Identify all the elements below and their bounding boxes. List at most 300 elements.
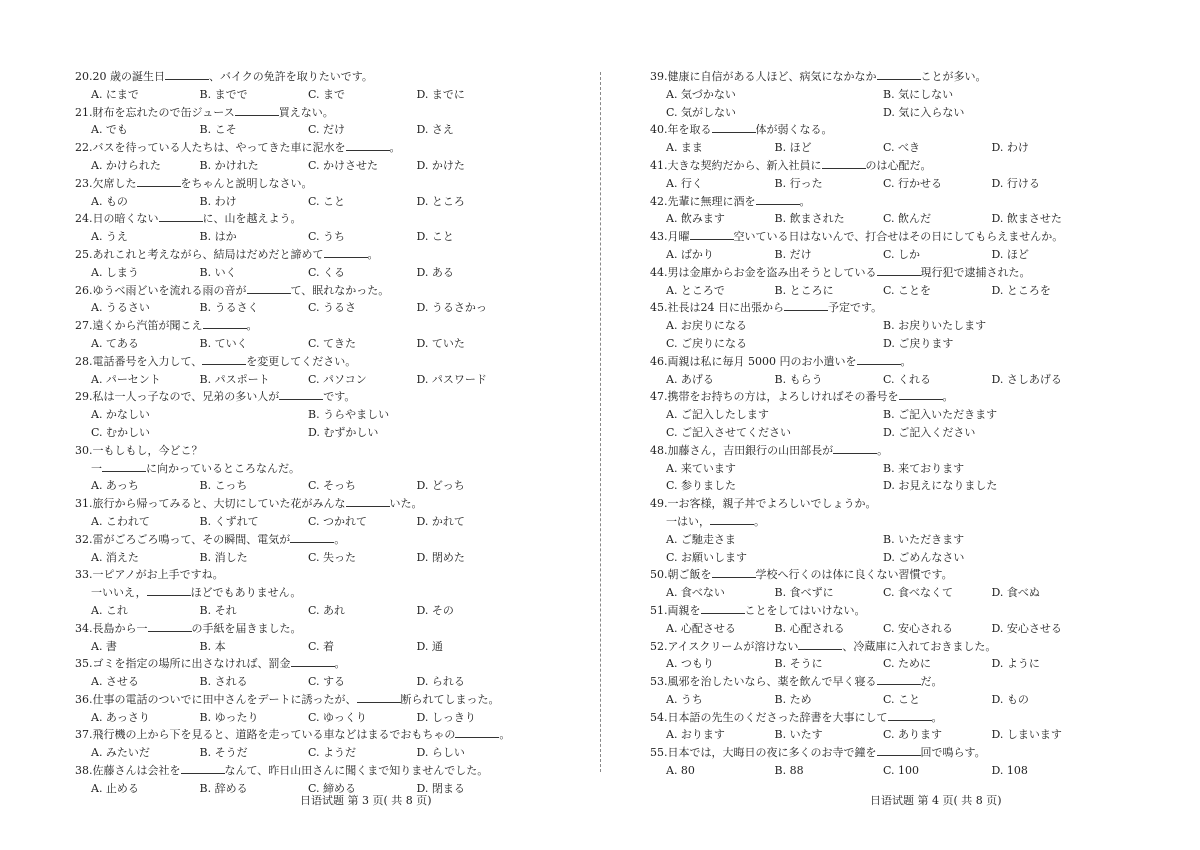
answer-option[interactable]: D. ていた — [416, 336, 465, 350]
question-item — [75, 139, 525, 175]
answer-option[interactable]: B. 消した — [199, 550, 248, 564]
answer-option[interactable]: B. される — [199, 675, 248, 689]
answer-option[interactable]: D. むずかしい — [308, 425, 379, 439]
stem-text: 朝ご飯を — [667, 568, 712, 582]
answer-option[interactable]: B. ゆったり — [199, 710, 259, 724]
answer-option[interactable]: A. 消えた — [91, 550, 139, 564]
question-number: 41. — [650, 158, 668, 172]
answer-blank — [798, 639, 842, 650]
question-number: 49. — [650, 497, 668, 511]
answer-option[interactable]: D. ご戻ります — [883, 336, 954, 350]
stem-text: バスを待っている人たちは、やってきた車に泥水を — [92, 141, 346, 155]
question-stem — [75, 495, 525, 513]
answer-option[interactable]: C. する — [308, 675, 346, 689]
answer-option[interactable]: D. 飲まさせた — [991, 212, 1062, 226]
question-stem — [75, 531, 525, 549]
answer-option[interactable]: D. パスワード — [416, 372, 487, 386]
question-item — [75, 353, 525, 389]
stem-text: ゆうべ雨どいを流れる雨の音が — [92, 283, 247, 297]
question-item — [75, 282, 525, 318]
answer-blank — [822, 158, 866, 169]
answer-option[interactable]: D. ご記入ください — [883, 425, 976, 439]
answer-option[interactable]: A. うえ — [91, 230, 128, 244]
answer-option[interactable]: B. はか — [199, 230, 237, 244]
answer-option[interactable]: B. こそ — [199, 123, 237, 137]
answer-option[interactable]: B. くずれて — [199, 514, 259, 528]
answer-option[interactable]: A. 飲みます — [666, 212, 725, 226]
answer-option[interactable]: D. しっきり — [416, 710, 476, 724]
answer-option[interactable]: C. しか — [883, 247, 921, 261]
answer-option[interactable]: C. ご記入させてください — [666, 425, 792, 439]
question-item — [650, 566, 1100, 602]
options-row — [650, 531, 1100, 549]
options-row — [75, 477, 525, 495]
answer-option[interactable]: B. 来ております — [883, 461, 965, 475]
answer-option[interactable]: C. むかしい — [91, 425, 151, 439]
answer-option[interactable]: C. 参りました — [666, 479, 737, 493]
answer-option[interactable]: B. 気にしない — [883, 87, 954, 101]
question-stem — [650, 638, 1100, 656]
question-stem — [75, 210, 525, 228]
question-number: 32. — [75, 532, 93, 546]
question-stem — [75, 353, 525, 371]
answer-option[interactable]: D. ところを — [991, 283, 1051, 297]
question-item — [75, 655, 525, 691]
options-row — [75, 709, 525, 727]
answer-option[interactable]: A. パーセント — [91, 372, 161, 386]
question-stem — [650, 744, 1100, 762]
answer-option[interactable]: C. あります — [883, 728, 943, 742]
answer-option[interactable]: D. わけ — [991, 141, 1029, 155]
answer-option[interactable]: C. パソコン — [308, 372, 367, 386]
stem-text: 先輩に無理に酒を — [667, 194, 756, 208]
question-item — [75, 442, 525, 495]
answer-option[interactable]: A. 書 — [91, 639, 117, 653]
options-row — [75, 673, 525, 691]
question-stem — [75, 175, 525, 193]
answer-option[interactable]: B. もらう — [774, 372, 823, 386]
answer-option[interactable]: B. そうだ — [199, 746, 248, 760]
answer-option[interactable]: A. でも — [91, 123, 128, 137]
answer-option[interactable]: C. こと — [883, 692, 921, 706]
answer-blank — [690, 229, 734, 240]
stem-text: 体が弱くなる。 — [755, 123, 833, 137]
stem-text: に向かっているところなんだ。 — [146, 461, 300, 475]
answer-option[interactable]: C. こと — [308, 194, 346, 208]
options-row — [650, 620, 1100, 638]
question-stem — [650, 673, 1100, 691]
answer-option[interactable]: D. 108 — [991, 764, 1028, 778]
stem-text: 風邪を治したいなら、薬を飲んで早く寝る — [667, 675, 877, 689]
options-row — [75, 335, 525, 353]
answer-blank — [784, 300, 828, 311]
answer-option[interactable]: B. ていく — [199, 336, 248, 350]
answer-option[interactable]: C. 行かせる — [883, 176, 943, 190]
stem-text: 加藤さん，吉田銀行の山田部長が — [667, 443, 834, 457]
stem-text: 一もしもし，今どこ？ — [92, 443, 203, 457]
answer-option[interactable]: C. 安心される — [883, 621, 954, 635]
question-stem — [650, 353, 1100, 371]
answer-option[interactable]: A. あげる — [666, 372, 714, 386]
question-item — [650, 602, 1100, 638]
answer-option[interactable]: C. くれる — [883, 372, 932, 386]
answer-option[interactable]: A. 来ています — [666, 461, 736, 475]
stem-text: 。 — [389, 141, 401, 155]
answer-blank — [346, 496, 390, 507]
question-item — [75, 104, 525, 140]
stem-text: 一はい， — [666, 514, 710, 528]
question-stem — [75, 584, 525, 602]
answer-option[interactable]: D. かれて — [416, 514, 465, 528]
answer-option[interactable]: B. 飲まされた — [774, 212, 845, 226]
answer-blank — [235, 105, 279, 116]
answer-option[interactable]: C. そっち — [308, 479, 357, 493]
question-item — [75, 531, 525, 567]
stem-text: なんて、昨日山田さんに聞くまで知りませんでした。 — [224, 764, 489, 778]
answer-option[interactable]: C. うち — [308, 230, 346, 244]
answer-option[interactable]: B. うるさく — [199, 301, 259, 315]
stem-text: 欠席した — [92, 176, 137, 190]
options-row — [650, 104, 1100, 122]
answer-option[interactable]: C. あれ — [308, 603, 346, 617]
stem-text: 、バイクの免許を取りたいです。 — [209, 70, 373, 83]
answer-option[interactable]: D. その — [416, 603, 454, 617]
answer-option[interactable]: A. みたいだ — [91, 746, 150, 760]
answer-option[interactable]: D. ところ — [416, 194, 465, 208]
answer-option[interactable]: D. お見えになりました — [883, 479, 998, 493]
answer-option[interactable]: C. ご戻りになる — [666, 336, 748, 350]
question-number: 21. — [75, 105, 93, 119]
answer-option[interactable]: D. しまいます — [991, 728, 1062, 742]
question-number: 23. — [75, 176, 93, 190]
question-item — [650, 442, 1100, 495]
question-number: 51. — [650, 603, 668, 617]
question-stem — [650, 264, 1100, 282]
answer-option[interactable]: B. いただきます — [883, 532, 965, 546]
question-item — [75, 566, 525, 619]
stem-text: ことをしてはいけない。 — [744, 603, 866, 617]
answer-option[interactable]: C. かけさせた — [308, 158, 379, 172]
stem-text: 両親は私に毎月 5000 円のお小遣いを — [667, 354, 857, 368]
answer-option[interactable]: B. お戻りいたします — [883, 319, 987, 333]
answer-option[interactable]: B. 心配される — [774, 621, 845, 635]
answer-option[interactable]: A. まま — [666, 141, 703, 155]
answer-option[interactable]: A. ばかり — [666, 247, 714, 261]
question-item — [75, 620, 525, 656]
answer-option[interactable]: D. さえ — [416, 123, 454, 137]
answer-option[interactable]: C. 着 — [308, 639, 335, 653]
answer-blank — [181, 763, 225, 774]
answer-option[interactable]: A. かなしい — [91, 408, 150, 422]
answer-option[interactable]: B. ご記入いただきます — [883, 408, 998, 422]
question-item — [650, 228, 1100, 264]
question-stem — [75, 726, 525, 744]
answer-option[interactable]: D. られる — [416, 675, 465, 689]
answer-option[interactable]: D. 安心させる — [991, 621, 1062, 635]
answer-option[interactable]: A. もの — [91, 194, 128, 208]
stem-text: 。 — [900, 354, 912, 368]
stem-text: 遠くから汽笛が聞こえ — [92, 319, 203, 333]
stem-text: 健康に自信がある人ほど、病気になかなか — [667, 70, 877, 83]
answer-option[interactable]: A. 行く — [666, 176, 703, 190]
answer-option[interactable]: C. 気がしない — [666, 105, 737, 119]
stem-text: 財布を忘れたので缶ジュース — [92, 105, 235, 119]
question-stem — [75, 388, 525, 406]
answer-option[interactable]: A. 心配させる — [666, 621, 736, 635]
answer-option[interactable]: D. うるさかっ — [416, 301, 487, 315]
answer-option[interactable]: D. かけた — [416, 158, 465, 172]
stem-text: 大きな契約だから、新入社員に — [667, 158, 822, 172]
answer-option[interactable]: B. までで — [199, 87, 248, 101]
answer-option[interactable]: A. うち — [666, 692, 703, 706]
answer-option[interactable]: C. つかれて — [308, 514, 368, 528]
question-number: 27. — [75, 319, 93, 333]
stem-text: 一ピアノがお上手ですね。 — [92, 568, 224, 582]
answer-option[interactable]: B. 辞める — [199, 781, 248, 795]
answer-option[interactable]: D. さしあげる — [991, 372, 1062, 386]
stem-text: 電話番号を入力して、 — [92, 354, 203, 368]
answer-option[interactable]: C. うるさ — [308, 301, 357, 315]
answer-option[interactable]: B. ほど — [774, 141, 812, 155]
question-stem — [75, 691, 525, 709]
options-row — [650, 175, 1100, 193]
answer-blank — [346, 140, 390, 151]
question-number: 46. — [650, 354, 668, 368]
question-stem — [650, 442, 1100, 460]
page-footer-left: 日语试题 第 3 页( 共 8 页) — [300, 794, 432, 807]
question-stem — [650, 709, 1100, 727]
answer-option[interactable]: B. いく — [199, 265, 237, 279]
answer-option[interactable]: D. 閉まる — [416, 781, 465, 795]
answer-option[interactable]: A. 80 — [666, 764, 695, 778]
question-number: 38. — [75, 764, 93, 778]
question-number: 50. — [650, 568, 668, 582]
answer-option[interactable]: B. 食べずに — [774, 586, 834, 600]
left-column — [75, 68, 525, 798]
answer-option[interactable]: A. こわれて — [91, 514, 150, 528]
answer-option[interactable]: B. ところに — [774, 283, 834, 297]
answer-option[interactable]: C. 締める — [308, 781, 357, 795]
stem-text: 一お客様，親子丼でよろしいでしょうか。 — [667, 497, 877, 511]
answer-option[interactable]: C. ことを — [883, 283, 932, 297]
answer-option[interactable]: C. 食べなくて — [883, 586, 954, 600]
answer-blank — [833, 443, 877, 454]
answer-option[interactable]: D. ある — [416, 265, 454, 279]
question-number: 44. — [650, 265, 668, 279]
answer-option[interactable]: A. これ — [91, 603, 128, 617]
answer-option[interactable]: A. お戻りになる — [666, 319, 747, 333]
question-number: 48. — [650, 443, 668, 457]
options-row — [75, 121, 525, 139]
answer-option[interactable]: C. だけ — [308, 123, 346, 137]
stem-text: 旅行から帰ってみると、大切にしていた花がみんな — [92, 497, 346, 511]
answer-option[interactable]: D. こと — [416, 230, 454, 244]
question-stem — [650, 388, 1100, 406]
answer-option[interactable]: A. しまう — [91, 265, 139, 279]
answer-option[interactable]: D. 行ける — [991, 176, 1040, 190]
answer-option[interactable]: D. 通 — [416, 639, 443, 653]
answer-option[interactable]: B. わけ — [199, 194, 237, 208]
question-number: 30. — [75, 443, 93, 457]
stem-text: 仕事の電話のついでに田中さんをデートに誘ったが、 — [92, 692, 357, 706]
answer-option[interactable]: C. ために — [883, 657, 932, 671]
question-stem — [650, 157, 1100, 175]
question-item — [650, 388, 1100, 441]
question-number: 28. — [75, 354, 93, 368]
stem-text: 雷がごろごろ鳴って、その瞬間、電気が — [92, 532, 291, 546]
options-row — [75, 513, 525, 531]
answer-option[interactable]: D. らしい — [416, 746, 465, 760]
answer-option[interactable]: D. ほど — [991, 247, 1029, 261]
question-item — [75, 726, 525, 762]
answer-option[interactable]: A. にまで — [91, 87, 139, 101]
stem-text: のは心配だ。 — [865, 158, 932, 172]
answer-option[interactable]: C. 100 — [883, 764, 920, 778]
question-stem — [75, 104, 525, 122]
question-item — [650, 157, 1100, 193]
stem-text: て、眠れなかった。 — [290, 283, 390, 297]
stem-text: 。 — [334, 532, 346, 546]
answer-option[interactable]: A. おります — [666, 728, 725, 742]
options-row — [650, 406, 1100, 424]
answer-option[interactable]: A. ご馳走さま — [666, 532, 736, 546]
question-stem — [75, 620, 525, 638]
question-item — [650, 638, 1100, 674]
page-footer-right: 日语试题 第 4 页( 共 8 页) — [870, 794, 1002, 807]
answer-option[interactable]: C. べき — [883, 141, 921, 155]
options-row — [650, 282, 1100, 300]
answer-option[interactable]: C. 失った — [308, 550, 357, 564]
column-divider — [600, 72, 601, 772]
answer-option[interactable]: A. 食べない — [666, 586, 725, 600]
answer-blank — [455, 727, 499, 738]
question-item — [650, 709, 1100, 745]
answer-option[interactable]: A. ところで — [666, 283, 725, 297]
answer-option[interactable]: B. かけれた — [199, 158, 259, 172]
stem-text: ことが多い。 — [920, 70, 987, 83]
answer-blank — [888, 710, 932, 721]
answer-option[interactable]: B. それ — [199, 603, 237, 617]
answer-blank — [324, 247, 368, 258]
stem-text: アイスクリームが溶けない — [667, 639, 799, 653]
stem-text: 予定です。 — [828, 301, 883, 315]
answer-option[interactable]: D. ごめんなさい — [883, 550, 965, 564]
answer-option[interactable]: D. 閉めた — [416, 550, 465, 564]
question-item — [75, 691, 525, 727]
answer-option[interactable]: D. もの — [991, 692, 1029, 706]
answer-option[interactable]: B. 88 — [774, 764, 804, 778]
options-row — [650, 691, 1100, 709]
stem-text: 学校へ行くのは体に良くない習慣です。 — [755, 568, 953, 582]
stem-text: 一 — [91, 461, 102, 475]
answer-option[interactable]: B. 本 — [199, 639, 226, 653]
answer-option[interactable]: B. 行った — [774, 176, 823, 190]
answer-option[interactable]: A. あっち — [91, 479, 139, 493]
answer-blank — [203, 318, 247, 329]
options-row — [75, 264, 525, 282]
answer-option[interactable]: A. ご記入したします — [666, 408, 769, 422]
question-stem — [75, 68, 525, 86]
answer-blank — [147, 585, 191, 596]
stem-text: 空いている日はないんで、打合せはその日にしてもらえませんか。 — [733, 230, 1064, 244]
answer-option[interactable]: A. てある — [91, 336, 139, 350]
answer-blank — [756, 194, 800, 205]
stem-text: 長島から一 — [92, 621, 148, 635]
answer-option[interactable]: B. こっち — [199, 479, 248, 493]
options-row — [650, 655, 1100, 673]
answer-option[interactable]: D. までに — [416, 87, 465, 101]
answer-option[interactable]: B. だけ — [774, 247, 812, 261]
answer-option[interactable]: C. お願いします — [666, 550, 748, 564]
answer-option[interactable]: A. あっさり — [91, 710, 150, 724]
question-number: 33. — [75, 568, 93, 582]
stem-text: 社長は24 日に出張から — [667, 301, 784, 315]
answer-option[interactable]: C. くる — [308, 265, 346, 279]
question-stem — [75, 762, 525, 780]
stem-text: 一いいえ， — [91, 586, 147, 600]
question-stem — [650, 121, 1100, 139]
answer-option[interactable]: C. まで — [308, 87, 346, 101]
stem-text: 現行犯で逮捕された。 — [920, 265, 1031, 279]
answer-option[interactable]: B. そうに — [774, 657, 823, 671]
answer-option[interactable]: C. ゆっくり — [308, 710, 367, 724]
question-number: 55. — [650, 746, 668, 760]
answer-option[interactable]: A. うるさい — [91, 301, 150, 315]
answer-blank — [712, 122, 756, 133]
question-stem — [650, 299, 1100, 317]
options-row — [650, 210, 1100, 228]
stem-text: 日の暗くない — [92, 212, 159, 226]
question-item — [75, 175, 525, 211]
answer-option[interactable]: C. 飲んだ — [883, 212, 932, 226]
answer-option[interactable]: A. 止める — [91, 781, 139, 795]
question-number: 20. — [75, 70, 93, 83]
options-row — [75, 86, 525, 104]
answer-blank — [357, 692, 401, 703]
answer-option[interactable]: D. 気に入らない — [883, 105, 965, 119]
options-row — [650, 549, 1100, 567]
stem-text: 携帯をお持ちの方は，よろしければその番号を — [667, 390, 899, 404]
answer-option[interactable]: B. ため — [774, 692, 812, 706]
options-row — [75, 549, 525, 567]
question-number: 31. — [75, 497, 93, 511]
answer-option[interactable]: A. させる — [91, 675, 139, 689]
question-stem — [75, 460, 525, 478]
question-number: 36. — [75, 692, 93, 706]
options-row — [650, 424, 1100, 442]
answer-option[interactable]: A. かけられた — [91, 158, 161, 172]
question-item — [650, 495, 1100, 566]
stem-text: 両親を — [667, 603, 701, 617]
options-row — [75, 193, 525, 211]
answer-option[interactable]: A. 気づかない — [666, 87, 736, 101]
answer-option[interactable]: A. つもり — [666, 657, 714, 671]
answer-option[interactable]: C. ようだ — [308, 746, 357, 760]
options-row — [75, 602, 525, 620]
question-number: 40. — [650, 123, 668, 137]
answer-option[interactable]: C. てきた — [308, 336, 357, 350]
question-item — [75, 68, 525, 104]
question-item — [650, 121, 1100, 157]
answer-option[interactable]: B. いたす — [774, 728, 823, 742]
answer-option[interactable]: D. どっち — [416, 479, 465, 493]
answer-option[interactable]: D. ように — [991, 657, 1040, 671]
answer-option[interactable]: B. うらやましい — [308, 408, 390, 422]
answer-option[interactable]: D. 食べぬ — [991, 586, 1040, 600]
answer-option[interactable]: B. パスポート — [199, 372, 270, 386]
options-row — [650, 460, 1100, 478]
question-stem — [650, 193, 1100, 211]
